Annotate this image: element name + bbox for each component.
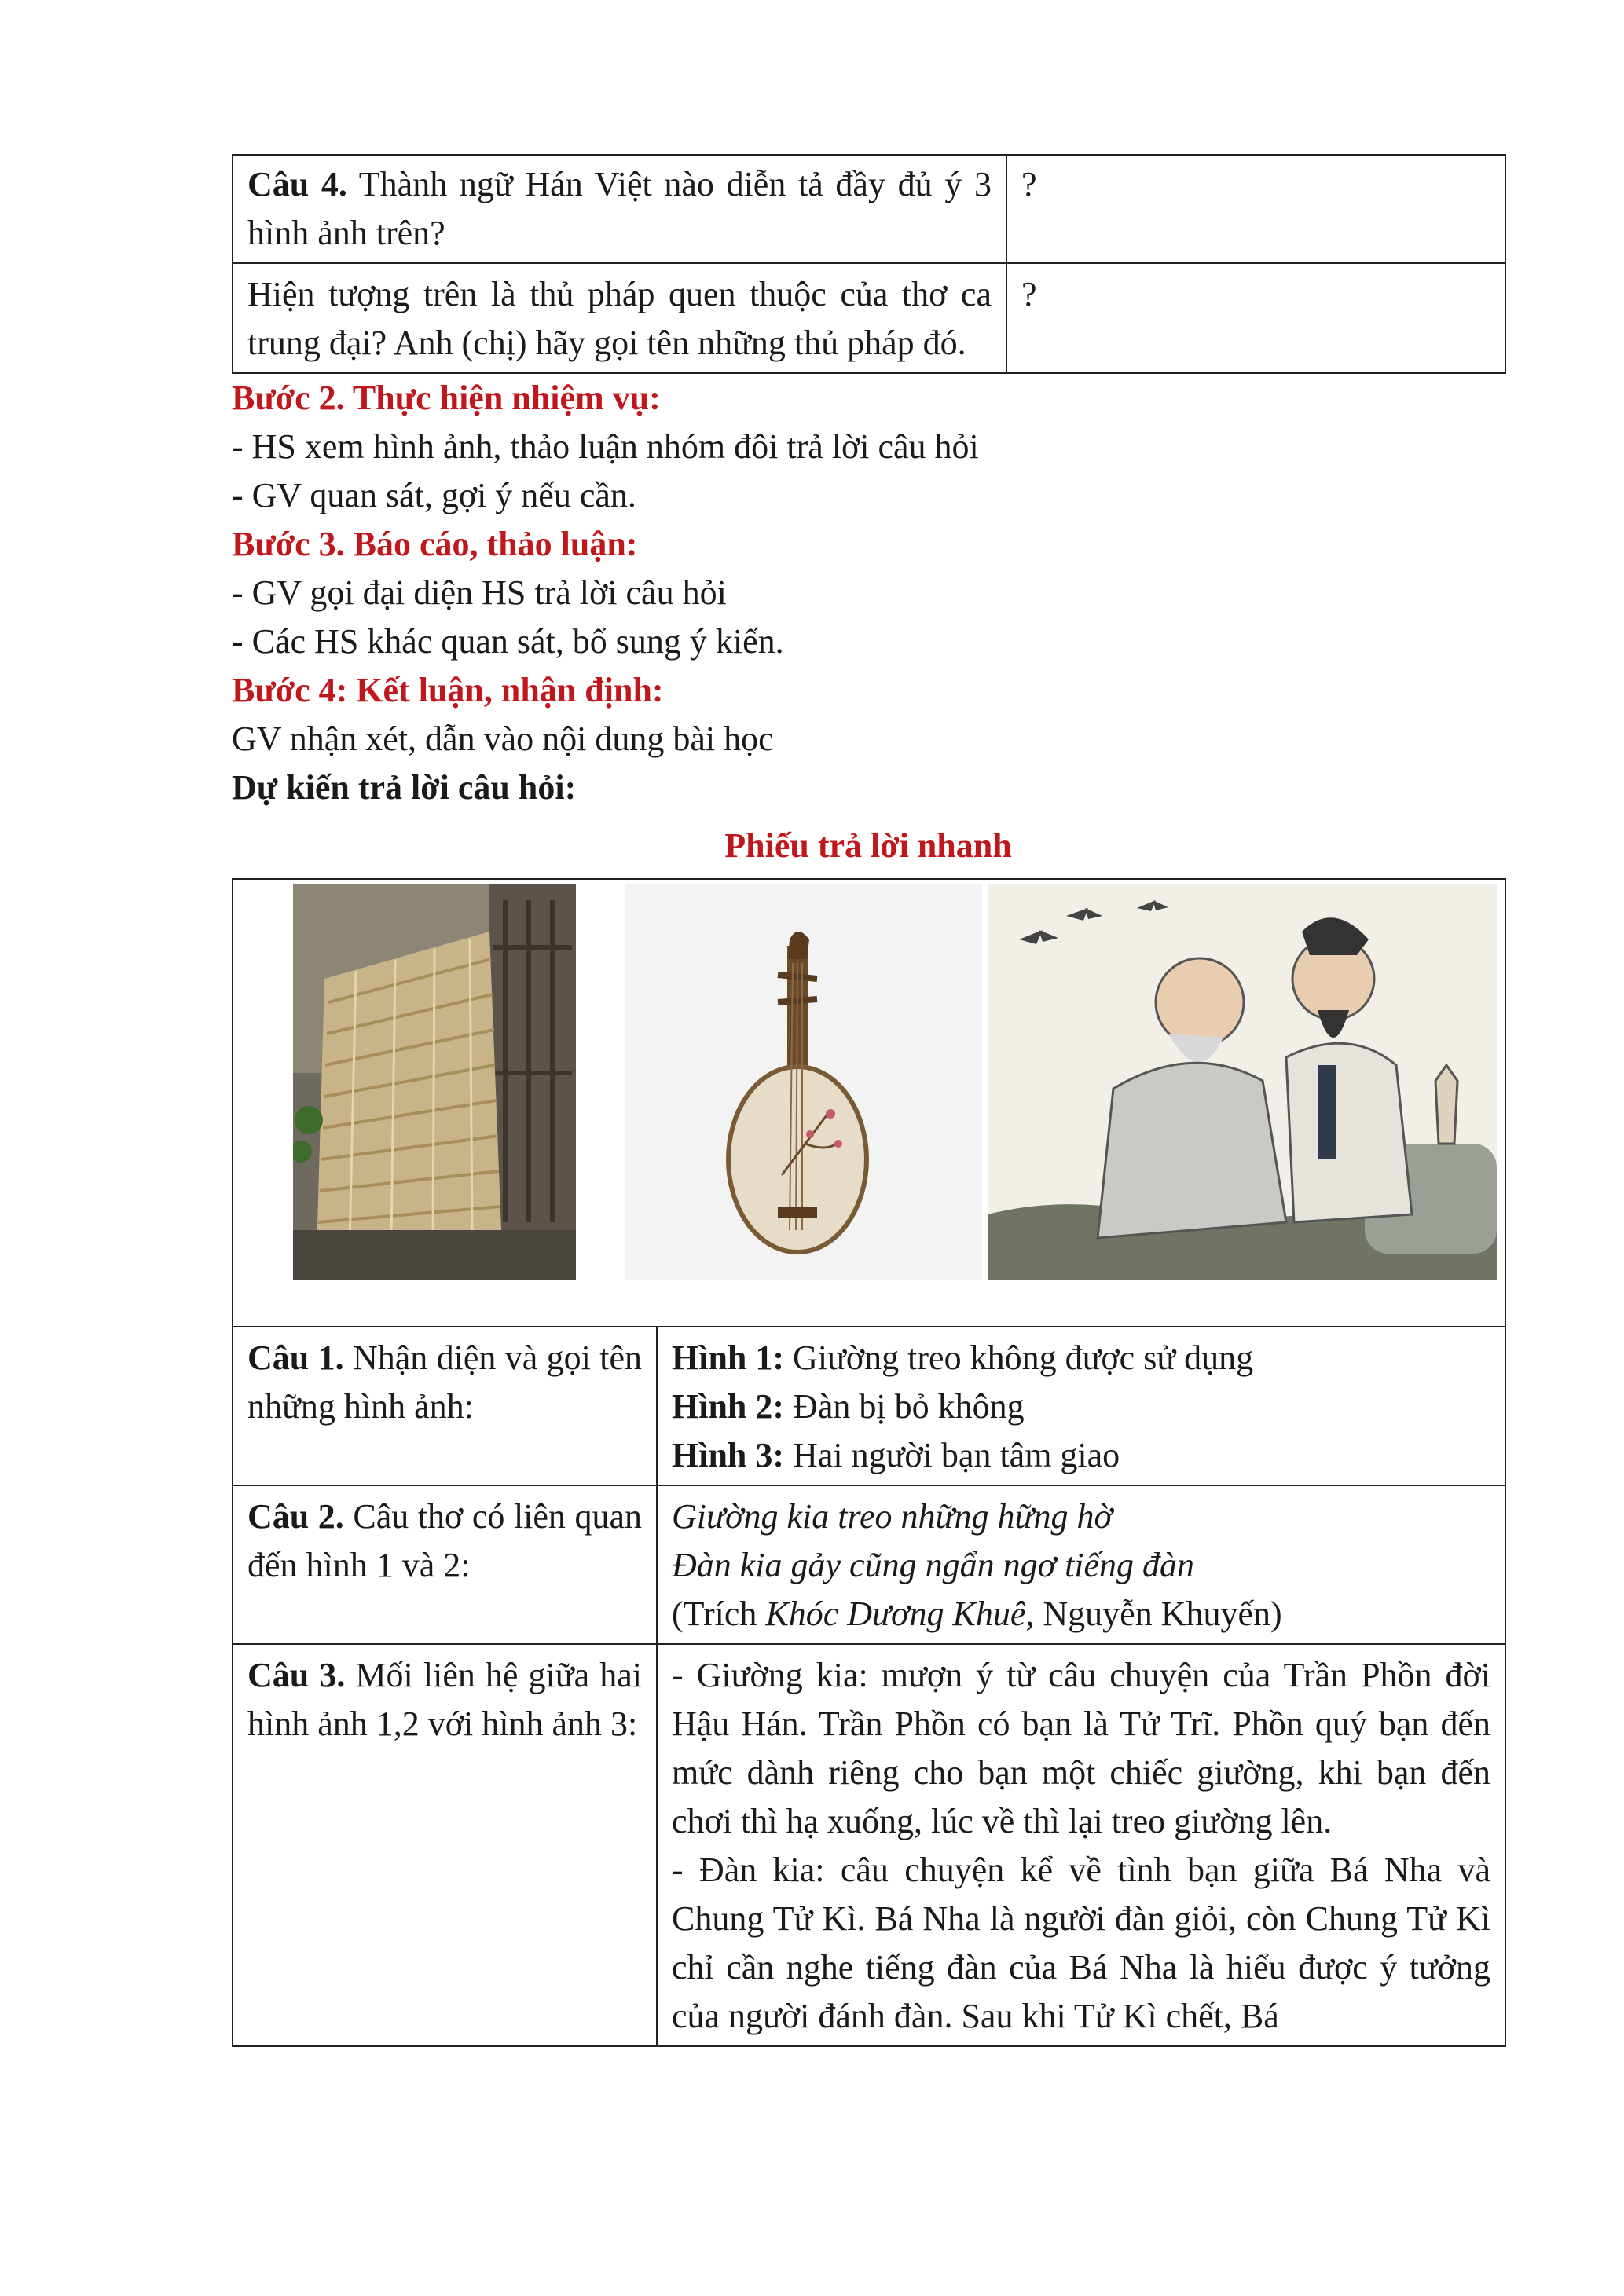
question-label: Câu 4. — [247, 165, 347, 203]
answer-cell — [657, 1644, 1505, 2046]
step2-title: Bước 2. Thực hiện nhiệm vụ: — [232, 379, 661, 417]
question-cell — [233, 1485, 657, 1644]
step3-line: - Các HS khác quan sát, bổ sung ý kiến. — [232, 622, 784, 661]
answer-value: Đàn bị bỏ không — [784, 1387, 1025, 1426]
step2-line: - GV quan sát, gợi ý nếu cần. — [232, 476, 636, 514]
question-cell — [233, 1327, 657, 1485]
verse-line — [672, 1492, 1490, 1541]
answer-paragraph: - Đàn kia: câu chuyện kể về tình bạn giữa Bá Nha và Chung Tử Kì. Bá Nha là người đàn giỏi, còn Chung Tử Kì chỉ cần nghe tiếng đàn của Bá Nha là hiểu được ý tưởng của người đánh đàn. Sau khi Tử Kì chết, Bá — [672, 1851, 1490, 2035]
table-row — [233, 155, 1505, 263]
question-text: Mối liên hệ giữa hai hình ảnh 1,2 với hình ảnh 3: — [247, 1656, 642, 1743]
step4-line: GV nhận xét, dẫn vào nội dung bài học — [232, 720, 774, 758]
answer-line — [672, 1334, 1490, 1382]
image-cell — [233, 879, 1505, 1327]
expected-answers-heading: Dự kiến trả lời câu hỏi: — [232, 768, 577, 807]
answer-line — [672, 1382, 1490, 1431]
citation — [672, 1590, 1490, 1639]
question-cell — [233, 1644, 657, 2046]
bamboo-bed-image — [293, 884, 576, 1280]
verse-line — [672, 1541, 1490, 1590]
citation-author: , Nguyễn Khuyến) — [1025, 1595, 1282, 1633]
step2-line: - HS xem hình ảnh, thảo luận nhóm đôi trả lời câu hỏi — [232, 427, 979, 466]
question-text: Nhận diện và gọi tên những hình ảnh: — [247, 1338, 642, 1426]
citation-prefix: (Trích — [672, 1595, 766, 1633]
answer-value: Hai người bạn tâm giao — [784, 1436, 1120, 1474]
verse-text: Đàn kia gảy cũng ngẩn ngơ tiếng đàn — [672, 1546, 1195, 1584]
answer-cell: ? — [1006, 155, 1505, 263]
verse-text: Giường kia treo những hững hờ — [672, 1497, 1113, 1536]
citation-title: Khóc Dương Khuê — [765, 1595, 1026, 1633]
answer-sheet-table — [232, 878, 1506, 2047]
question-text: Thành ngữ Hán Việt nào diễn tả đầy đủ ý 3 hình ảnh trên? — [247, 165, 992, 252]
question-table — [232, 154, 1506, 374]
answer-value: Giường treo không được sử dụng — [784, 1338, 1254, 1377]
step3-line: - GV gọi đại diện HS trả lời câu hỏi — [232, 573, 727, 612]
table-row — [233, 263, 1505, 373]
answer-key: Hình 3: — [672, 1436, 785, 1474]
question-text: Câu thơ có liên quan đến hình 1 và 2: — [247, 1497, 643, 1584]
answer-cell: ? — [1006, 263, 1505, 373]
step3-title: Bước 3. Báo cáo, thảo luận: — [232, 525, 638, 563]
step4-title: Bước 4: Kết luận, nhận định: — [232, 671, 664, 709]
question-cell: Hiện tượng trên là thủ pháp quen thuộc của thơ ca trung đại? Anh (chị) hãy gọi tên những thủ pháp đó. — [233, 263, 1006, 373]
answer-key: Hình 2: — [672, 1387, 785, 1426]
table-row — [233, 1485, 1505, 1644]
image-row — [233, 879, 1505, 1327]
answer-line — [672, 1431, 1490, 1480]
answer-cell — [657, 1485, 1505, 1644]
question-label: Câu 1. — [247, 1338, 344, 1377]
two-friends-image — [988, 884, 1497, 1280]
answer-paragraph: - Giường kia: mượn ý từ câu chuyện của Trần Phồn đời Hậu Hán. Trần Phồn có bạn là Tử Trĩ. Phồn quý bạn đến mức dành riêng cho bạn một chiếc giường, khi bạn đến chơi thì hạ xuống, lúc về thì lại treo giường lên. — [672, 1656, 1490, 1840]
question-label: Câu 2. — [247, 1497, 344, 1536]
answer-cell — [657, 1327, 1505, 1485]
document-page — [232, 154, 1505, 2047]
sheet-title: Phiếu trả lời nhanh — [724, 826, 1012, 865]
question-cell — [233, 155, 1006, 263]
answer-key: Hình 1: — [672, 1338, 785, 1377]
table-row — [233, 1327, 1505, 1485]
table-row — [233, 1644, 1505, 2046]
question-label: Câu 3. — [247, 1656, 346, 1694]
pipa-lute-image — [625, 884, 982, 1280]
